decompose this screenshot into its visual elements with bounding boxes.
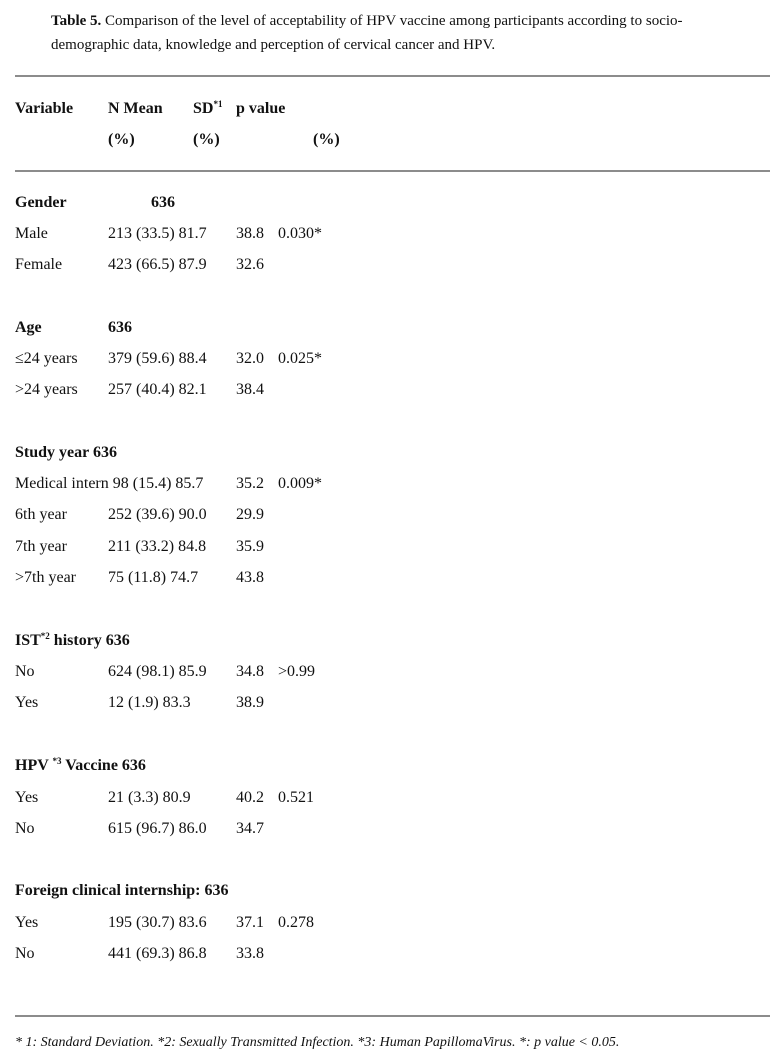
header-n-mean: N Mean <box>108 100 163 117</box>
header-mean-pct: (%) <box>193 131 220 148</box>
top-rule <box>15 75 770 77</box>
table-row: Yes 12 (1.9) 83.3 38.9 <box>15 694 264 711</box>
header-row-units <box>0 128 778 152</box>
header-row <box>0 97 778 121</box>
header-rule <box>15 170 770 172</box>
table-row: Medical intern 98 (15.4) 85.7 35.2 0.009* <box>15 475 322 492</box>
group-title-foreign-internship: Foreign clinical internship: 636 <box>15 882 229 899</box>
table-row: Yes 21 (3.3) 80.9 40.2 0.521 <box>15 789 314 806</box>
table-row: 7th year 211 (33.2) 84.8 35.9 <box>15 538 264 555</box>
header-variable: Variable <box>15 100 74 117</box>
table-row: >7th year 75 (11.8) 74.7 43.8 <box>15 569 264 586</box>
group-total: 636 <box>151 194 175 211</box>
table-row: Yes 195 (30.7) 83.6 37.1 0.278 <box>15 914 314 931</box>
header-n-pct: (%) <box>108 131 135 148</box>
table-footnote: * 1: Standard Deviation. *2: Sexually Transmitted Infection. *3: Human PapillomaVirus. *: p value < 0.05. <box>15 1035 620 1050</box>
group-title-age: Age 636 <box>0 316 778 340</box>
table-row: >24 years 257 (40.4) 82.1 38.4 <box>15 381 264 398</box>
table-row: No 624 (98.1) 85.9 34.8 >0.99 <box>15 663 316 680</box>
table-row: Male 213 (33.5) 81.7 38.8 0.030* <box>15 225 322 242</box>
table-label: Table 5. <box>51 13 102 29</box>
caption-text: Comparison of the level of acceptability of HPV vaccine among participants according to socio-demographic data, knowledge and perception of cervical cancer and HPV. <box>51 13 683 53</box>
table-row: No 615 (96.7) 86.0 34.7 <box>15 820 264 837</box>
group-title-ist-history: IST$^{*2}$ history 636 <box>15 631 130 649</box>
table-row: Female 423 (66.5) 87.9 32.6 <box>15 256 264 273</box>
header-sd: SD$^{*1}$ <box>193 99 223 117</box>
table-row: No 441 (69.3) 86.8 33.8 <box>15 945 264 962</box>
header-p-value: p value <box>236 100 286 117</box>
group-title-gender: Gender 636 <box>0 191 778 215</box>
group-title-study-year: Study year 636 <box>15 444 117 461</box>
bottom-rule <box>15 1015 770 1017</box>
table-row: 6th year 252 (39.6) 90.0 29.9 <box>15 506 264 523</box>
table-row: ≤24 years 379 (59.6) 88.4 32.0 0.025* <box>15 350 322 367</box>
group-title-hpv-vaccine: HPV $^{*3}$ Vaccine 636 <box>15 756 146 774</box>
table-caption <box>51 9 741 57</box>
group-total: 636 <box>108 319 132 336</box>
header-p-pct: (%) <box>313 131 340 148</box>
